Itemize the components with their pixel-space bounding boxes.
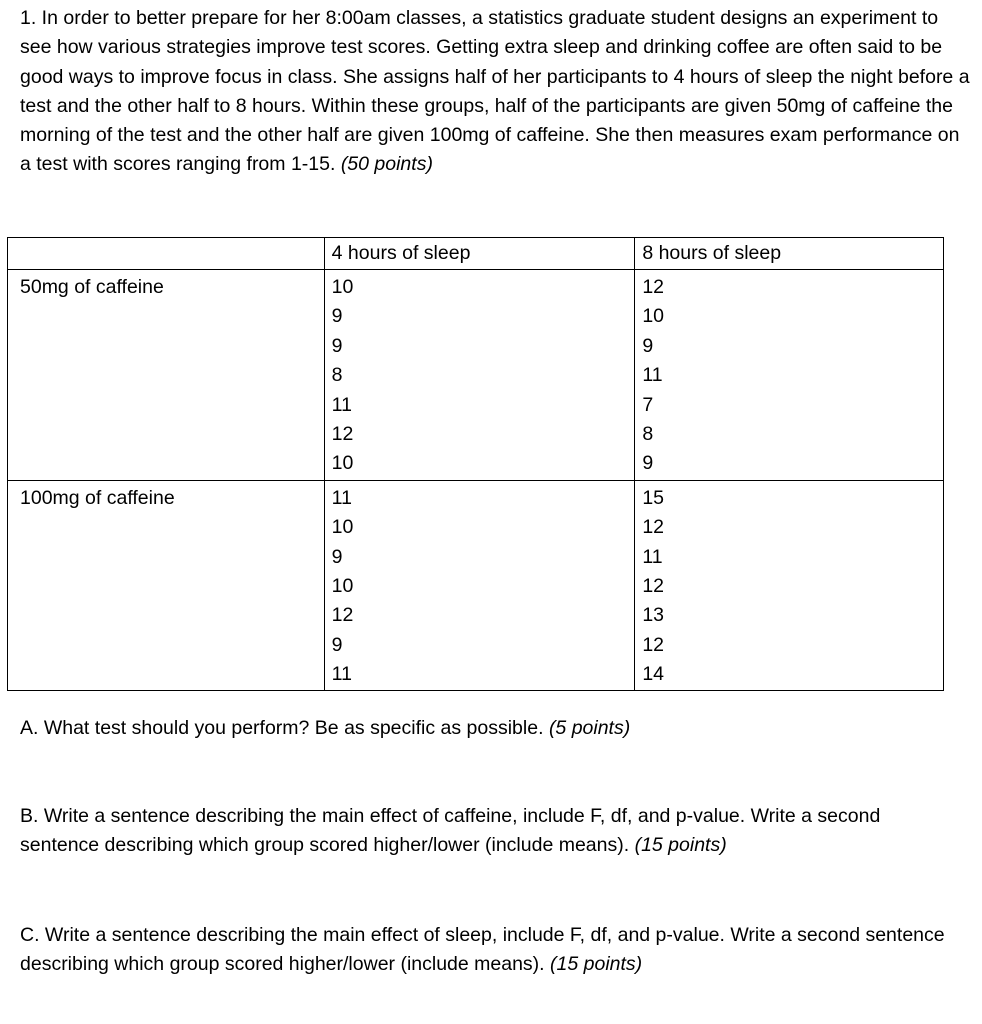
score-value: 11 [331, 663, 352, 686]
row-label-cell [8, 480, 325, 691]
score-value: 12 [642, 633, 665, 656]
question-b [20, 802, 960, 861]
row-label-50mg: 50mg of caffeine [20, 276, 164, 298]
score-value: 9 [642, 452, 654, 475]
score-value: 11 [331, 393, 352, 416]
score-value: 13 [642, 604, 665, 627]
score-value: 10 [331, 276, 354, 298]
score-value: 8 [331, 364, 343, 387]
score-value: 10 [331, 574, 354, 597]
score-value: 10 [642, 305, 665, 328]
table-row-50mg [8, 270, 944, 481]
cell-50mg-8h [635, 270, 944, 481]
score-value: 9 [331, 633, 343, 656]
score-value: 12 [642, 574, 665, 597]
score-value: 10 [331, 452, 354, 475]
cell-50mg-4h [324, 270, 635, 481]
row-label-100mg: 100mg of caffeine [20, 486, 175, 509]
question-a [20, 714, 960, 743]
problem-statement [20, 4, 970, 180]
table-header-row [8, 238, 944, 270]
question-b-points: (15 points) [634, 834, 727, 857]
table-row-100mg [8, 480, 944, 691]
problem-points: (50 points) [340, 153, 433, 176]
score-value: 14 [642, 663, 665, 686]
score-value: 9 [331, 305, 343, 328]
header-8-hours-sleep: 8 hours of sleep [635, 238, 944, 270]
score-value: 11 [331, 486, 352, 509]
score-value: 7 [642, 393, 654, 416]
score-value: 11 [642, 364, 663, 387]
data-table [7, 237, 944, 691]
question-c-text: C. Write a sentence describing the main effect of sleep, include F, df, and p-value. Write a second sentence describing which group scored higher/lower (include means). [20, 924, 945, 976]
score-value: 9 [331, 334, 343, 357]
score-value: 8 [642, 422, 654, 445]
question-c-points: (15 points) [550, 953, 643, 976]
score-value: 11 [642, 545, 663, 568]
score-value: 12 [331, 604, 354, 627]
cell-100mg-8h [635, 480, 944, 691]
question-a-points: (5 points) [548, 717, 631, 739]
question-b-text: B. Write a sentence describing the main effect of caffeine, include F, df, and p-value. Write a second sentence describing which group scored higher/lower (include means). [20, 805, 881, 857]
header-corner-cell [8, 238, 325, 270]
cell-100mg-4h [324, 480, 635, 691]
score-value: 9 [642, 334, 654, 357]
question-a-text: A. What test should you perform? Be as specific as possible. [20, 717, 544, 739]
score-value: 10 [331, 516, 354, 539]
score-value: 12 [331, 422, 354, 445]
score-value: 12 [642, 516, 665, 539]
score-value: 12 [642, 276, 665, 298]
header-4-hours-sleep: 4 hours of sleep [324, 238, 635, 270]
problem-text: 1. In order to better prepare for her 8:00am classes, a statistics graduate student designs an experiment to see how various strategies improve test scores. Getting extra sleep and drinking coffee are often said to be good ways to improve focus in class. She assigns half of her participants to 4 hours of sleep the night before a test and the other half to 8 hours. Within these groups, half of the participants are given 50mg of caffeine the morning of the test and the other half are given 100mg of caffeine. She then measures exam performance on a test with scores ranging from 1-15. [20, 7, 970, 176]
score-value: 15 [642, 486, 665, 509]
question-c [20, 921, 960, 980]
row-label-cell [8, 270, 325, 481]
score-value: 9 [331, 545, 343, 568]
